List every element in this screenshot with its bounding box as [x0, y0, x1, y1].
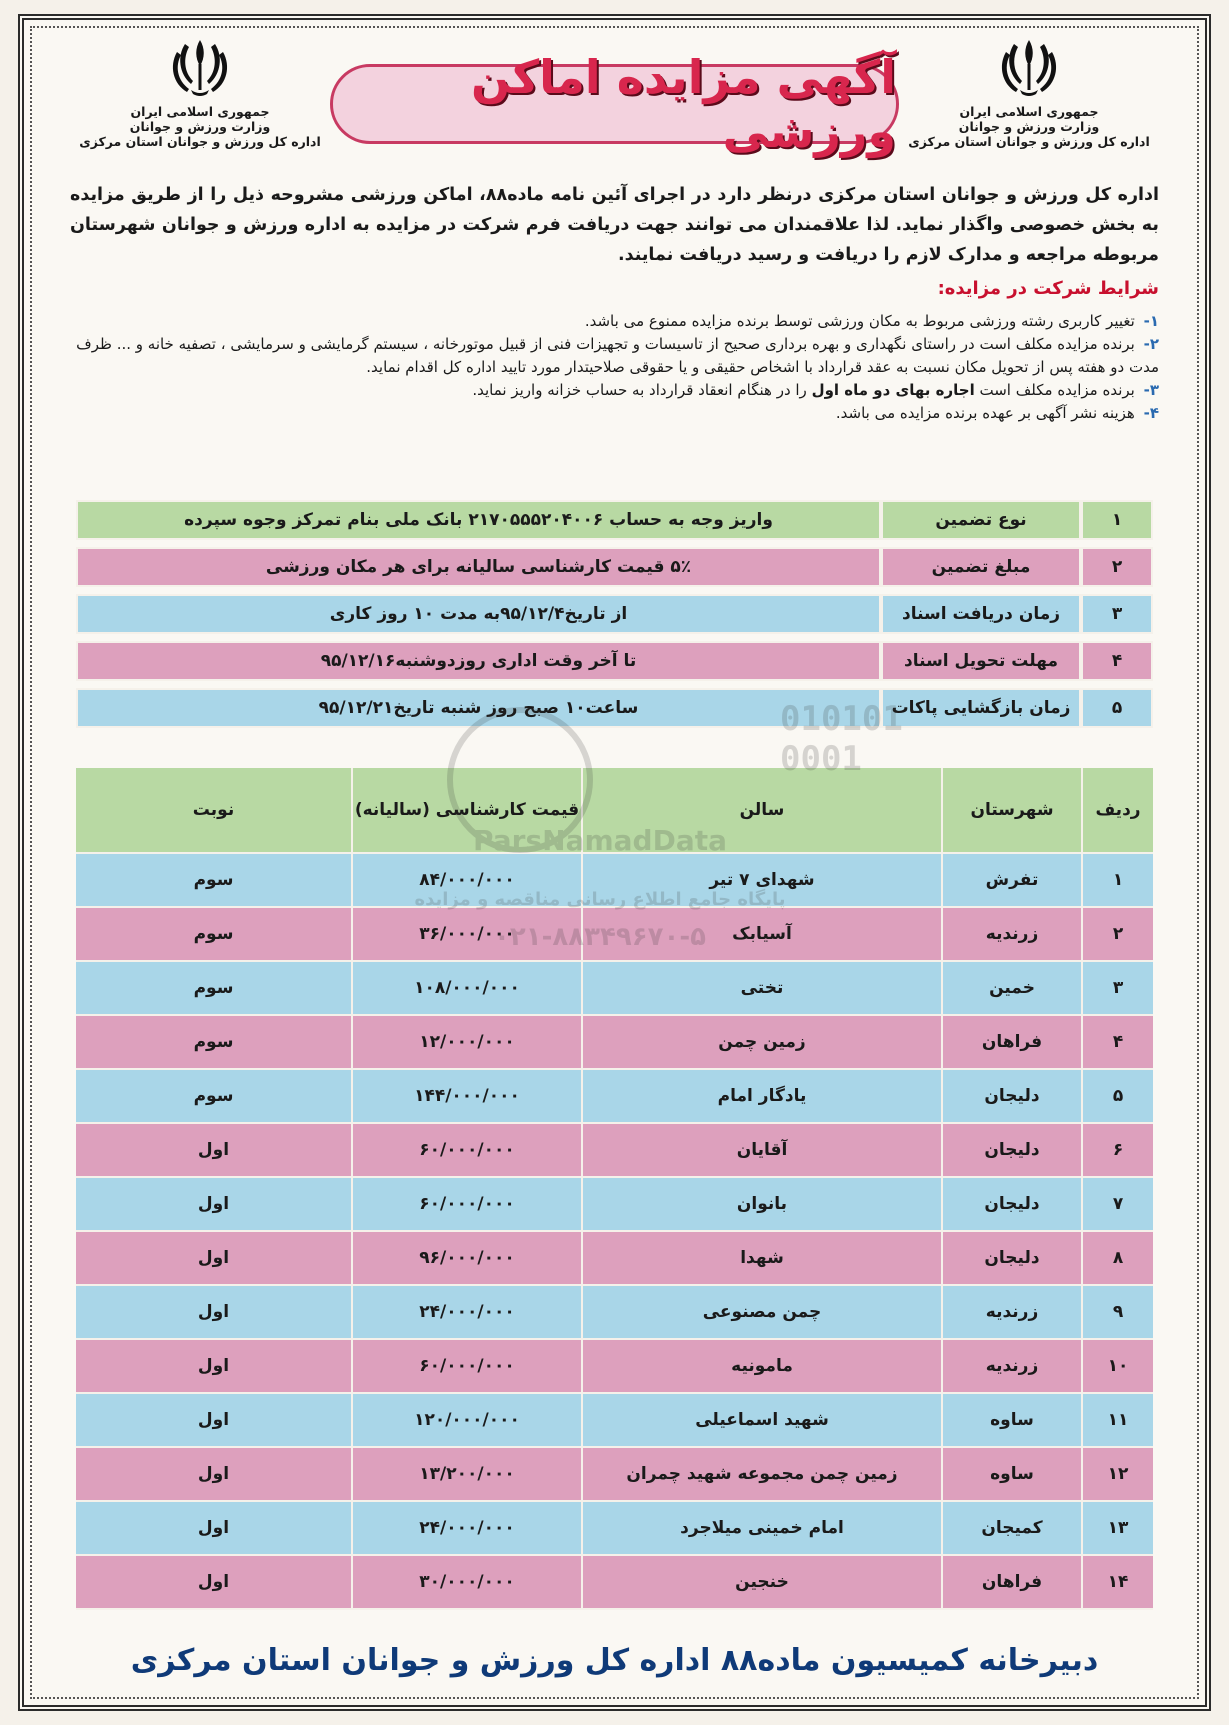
cell-city: ساوه	[941, 1394, 1081, 1448]
footer-text: دبیرخانه کمیسیون ماده۸۸ اداره کل ورزش و جوانان استان مرکزی	[130, 1642, 1099, 1678]
cell-hall: خنجین	[581, 1556, 941, 1610]
cell-hall: شهدای ۷ تیر	[581, 854, 941, 908]
condition-number: ۱-	[1143, 312, 1159, 330]
cell-city: زرندیه	[941, 1340, 1081, 1394]
cell-hall: شهید اسماعیلی	[581, 1394, 941, 1448]
emblem-left	[70, 34, 330, 149]
header-price: قیمت کارشناسی (سالیانه)	[351, 768, 581, 854]
condition-item	[70, 402, 1159, 425]
cell-index: ۶	[1081, 1124, 1153, 1178]
cell-turn: اول	[76, 1394, 351, 1448]
cell-turn: اول	[76, 1502, 351, 1556]
info-value: واریز وجه به حساب ۲۱۷۰۵۵۵۲۰۴۰۰۶ بانک ملی بنام تمرکز وجوه سپرده	[76, 500, 881, 540]
cell-price: ۱۴۴/۰۰۰/۰۰۰	[351, 1070, 581, 1124]
cell-hall: زمین چمن مجموعه شهید چمران	[581, 1448, 941, 1502]
condition-number: ۲-	[1143, 335, 1159, 353]
cell-index: ۴	[1081, 1016, 1153, 1070]
info-index: ۱	[1081, 500, 1153, 540]
cell-turn: اول	[76, 1124, 351, 1178]
info-row	[76, 641, 1153, 681]
table-row	[76, 1232, 1153, 1286]
info-row	[76, 594, 1153, 634]
emblem-line-1: جمهوری اسلامی ایران	[959, 104, 1099, 119]
iran-emblem-icon	[165, 34, 235, 100]
header-hall: سالن	[581, 768, 941, 854]
cell-city: دلیجان	[941, 1124, 1081, 1178]
cell-price: ۲۴/۰۰۰/۰۰۰	[351, 1502, 581, 1556]
cell-index: ۱۲	[1081, 1448, 1153, 1502]
conditions-title: شرایط شرکت در مزایده:	[937, 278, 1159, 299]
table-row	[76, 962, 1153, 1016]
condition-number: ۳-	[1143, 381, 1159, 399]
emblem-line-3: اداره کل ورزش و جوانان استان مرکزی	[79, 134, 321, 149]
condition-text: برنده مزایده مکلف است در راستای نگهداری و بهره برداری صحیح از تاسیسات و تجهیزات فنی از قبیل موتورخانه ، سیستم گرمایشی و سرمایشی ، تصفیه خانه و ... ظرف مدت دو هفته پس از تحویل مکان نسبت به عقد قرارداد با اشخاص حقیقی و یا حقوقی صلاحیتدار مورد تایید اداره کل اقدام نماید.	[76, 335, 1159, 376]
emblem-line-3: اداره کل ورزش و جوانان استان مرکزی	[908, 134, 1150, 149]
header	[30, 34, 1199, 164]
cell-hall: امام خمینی میلاجرد	[581, 1502, 941, 1556]
cell-hall: تختی	[581, 962, 941, 1016]
condition-text: تغییر کاربری رشته ورزشی مربوط به مکان ورزشی توسط برنده مزایده ممنوع می باشد.	[584, 312, 1135, 330]
header-city: شهرستان	[941, 768, 1081, 854]
cell-city: فراهان	[941, 1556, 1081, 1610]
cell-index: ۱۰	[1081, 1340, 1153, 1394]
cell-city: ساوه	[941, 1448, 1081, 1502]
table-row	[76, 1502, 1153, 1556]
cell-hall: بانوان	[581, 1178, 941, 1232]
cell-price: ۶۰/۰۰۰/۰۰۰	[351, 1178, 581, 1232]
cell-index: ۲	[1081, 908, 1153, 962]
cell-city: خمین	[941, 962, 1081, 1016]
cell-turn: اول	[76, 1448, 351, 1502]
table-body	[76, 854, 1153, 1610]
info-label: نوع تضمین	[881, 500, 1081, 540]
venues-table	[76, 768, 1153, 1610]
cell-turn: اول	[76, 1340, 351, 1394]
table-row	[76, 1070, 1153, 1124]
cell-price: ۱۰۸/۰۰۰/۰۰۰	[351, 962, 581, 1016]
table-row	[76, 908, 1153, 962]
cell-index: ۱۳	[1081, 1502, 1153, 1556]
cell-hall: یادگار امام	[581, 1070, 941, 1124]
emblem-right	[899, 34, 1159, 149]
table-row	[76, 1016, 1153, 1070]
conditions-list	[70, 310, 1159, 425]
page-title	[330, 50, 899, 158]
cell-price: ۹۶/۰۰۰/۰۰۰	[351, 1232, 581, 1286]
cell-price: ۸۴/۰۰۰/۰۰۰	[351, 854, 581, 908]
cell-index: ۷	[1081, 1178, 1153, 1232]
cell-price: ۳۶/۰۰۰/۰۰۰	[351, 908, 581, 962]
cell-index: ۸	[1081, 1232, 1153, 1286]
info-value: از تاریخ۹۵/۱۲/۴به مدت ۱۰ روز کاری	[76, 594, 881, 634]
table-row	[76, 854, 1153, 908]
cell-price: ۶۰/۰۰۰/۰۰۰	[351, 1340, 581, 1394]
cell-hall: آقایان	[581, 1124, 941, 1178]
cell-turn: اول	[76, 1556, 351, 1610]
condition-item	[70, 379, 1159, 402]
cell-turn: سوم	[76, 908, 351, 962]
header-index: ردیف	[1081, 768, 1153, 854]
cell-turn: اول	[76, 1232, 351, 1286]
info-index: ۴	[1081, 641, 1153, 681]
table-header	[76, 768, 1153, 854]
header-turn: نوبت	[76, 768, 351, 854]
table-row	[76, 1286, 1153, 1340]
condition-text: هزینه نشر آگهی بر عهده برنده مزایده می باشد.	[835, 404, 1135, 422]
cell-price: ۶۰/۰۰۰/۰۰۰	[351, 1124, 581, 1178]
table-row	[76, 1556, 1153, 1610]
cell-index: ۳	[1081, 962, 1153, 1016]
info-index: ۲	[1081, 547, 1153, 587]
cell-price: ۱۲/۰۰۰/۰۰۰	[351, 1016, 581, 1070]
cell-turn: سوم	[76, 1070, 351, 1124]
cell-turn: اول	[76, 1178, 351, 1232]
cell-hall: شهدا	[581, 1232, 941, 1286]
emblem-line-2: وزارت ورزش و جوانان	[958, 119, 1100, 134]
info-label: زمان دریافت اسناد	[881, 594, 1081, 634]
cell-city: دلیجان	[941, 1232, 1081, 1286]
cell-index: ۹	[1081, 1286, 1153, 1340]
table-row	[76, 1124, 1153, 1178]
condition-text-bold: اجاره بهای دو ماه اول	[811, 381, 975, 399]
cell-index: ۵	[1081, 1070, 1153, 1124]
cell-city: زرندیه	[941, 1286, 1081, 1340]
table-row	[76, 1394, 1153, 1448]
cell-index: ۱۴	[1081, 1556, 1153, 1610]
condition-text-after: را در هنگام انعقاد قرارداد به حساب خزانه واریز نماید.	[472, 381, 812, 399]
cell-city: دلیجان	[941, 1178, 1081, 1232]
cell-index: ۱	[1081, 854, 1153, 908]
cell-city: کمیجان	[941, 1502, 1081, 1556]
info-row	[76, 547, 1153, 587]
table-row	[76, 1178, 1153, 1232]
info-label: مهلت تحویل اسناد	[881, 641, 1081, 681]
info-table	[76, 500, 1153, 750]
cell-hall: زمین چمن	[581, 1016, 941, 1070]
iran-emblem-icon	[994, 34, 1064, 100]
cell-price: ۱۳/۲۰۰/۰۰۰	[351, 1448, 581, 1502]
cell-city: زرندیه	[941, 908, 1081, 962]
page-title-text: آگهی مزایده اماکن ورزشی	[471, 50, 896, 158]
cell-city: دلیجان	[941, 1070, 1081, 1124]
cell-hall: آسیابک	[581, 908, 941, 962]
cell-turn: سوم	[76, 1016, 351, 1070]
condition-item	[70, 333, 1159, 379]
cell-city: تفرش	[941, 854, 1081, 908]
emblem-line-2: وزارت ورزش و جوانان	[129, 119, 271, 134]
cell-turn: سوم	[76, 962, 351, 1016]
info-value: تا آخر وقت اداری روزدوشنبه۹۵/۱۲/۱۶	[76, 641, 881, 681]
cell-hall: چمن مصنوعی	[581, 1286, 941, 1340]
condition-number: ۴-	[1143, 404, 1159, 422]
cell-city: فراهان	[941, 1016, 1081, 1070]
info-value: ساعت۱۰ صبح روز شنبه تاریخ۹۵/۱۲/۲۱	[76, 688, 881, 728]
cell-price: ۱۲۰/۰۰۰/۰۰۰	[351, 1394, 581, 1448]
cell-price: ۲۴/۰۰۰/۰۰۰	[351, 1286, 581, 1340]
info-label: زمان بازگشایی پاکات	[881, 688, 1081, 728]
info-index: ۳	[1081, 594, 1153, 634]
emblem-line-1: جمهوری اسلامی ایران	[130, 104, 270, 119]
info-row	[76, 500, 1153, 540]
cell-hall: مامونیه	[581, 1340, 941, 1394]
cell-price: ۳۰/۰۰۰/۰۰۰	[351, 1556, 581, 1610]
condition-text-before: برنده مزایده مکلف است	[974, 381, 1135, 399]
cell-turn: اول	[76, 1286, 351, 1340]
info-label: مبلغ تضمین	[881, 547, 1081, 587]
cell-turn: سوم	[76, 854, 351, 908]
table-row	[76, 1448, 1153, 1502]
intro-paragraph: اداره کل ورزش و جوانان استان مرکزی درنظر دارد در اجرای آئین نامه ماده۸۸، اماکن ورزشی مشروحه ذیل را از طریق مزایده به بخش خصوصی واگذار نماید. لذا علاقمندان می توانند جهت دریافت فرم شرکت در مزایده به اداره ورزش و جوانان شهرستان مربوطه مراجعه و مدارک لازم را دریافت و رسید دریافت نمایند.	[70, 185, 1160, 265]
cell-index: ۱۱	[1081, 1394, 1153, 1448]
table-row	[76, 1340, 1153, 1394]
info-value: ۵٪ قیمت کارشناسی سالیانه برای هر مکان ورزشی	[76, 547, 881, 587]
condition-item	[70, 310, 1159, 333]
info-index: ۵	[1081, 688, 1153, 728]
info-row	[76, 688, 1153, 728]
